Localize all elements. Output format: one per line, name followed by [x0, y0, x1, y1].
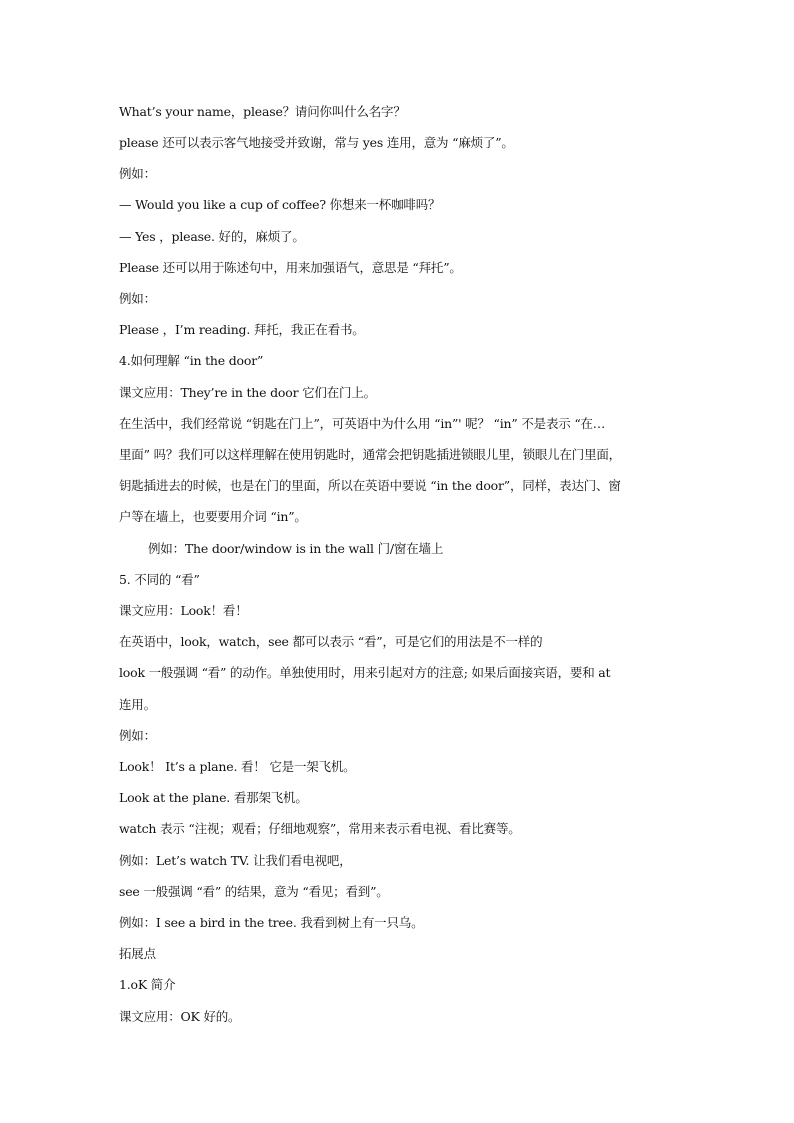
section-heading: 1.oK 简介 [119, 977, 176, 992]
text-line: — Would you like a cup of coffee? 你想来一杯咖啡吗？ [119, 197, 441, 212]
text-line: 钥匙插进去的时候，也是在门的里面，所以在英语中要说 “in the door”，同样，表达门、窗 [119, 478, 621, 493]
text-line: Please ，I’m reading. 拜托，我正在看书。 [119, 322, 365, 337]
text-line: 里面” 吗？我们可以这样理解在使用钥匙时，通常会把钥匙插进锁眼儿里，锁眼儿在门里面， [119, 447, 621, 462]
text-line: 连用。 [119, 697, 156, 712]
text-line: 例如： [119, 728, 156, 743]
text-line: 例如：I see a bird in the tree. 我看到树上有一只乌。 [119, 915, 424, 930]
section-heading: 4.如何理解 “in the door” [119, 353, 264, 368]
text-line: 课文应用：OK 好的。 [119, 1009, 241, 1024]
text-line: 课文应用：Look！看！ [119, 603, 248, 618]
section-heading: 5. 不同的 “看” [119, 572, 200, 587]
section-heading: 拓展点 [119, 946, 156, 961]
text-line: 例如： [119, 166, 156, 181]
text-line: Look at the plane. 看那架飞机。 [119, 790, 308, 805]
text-line: 户等在墙上，也要要用介词 “in”。 [119, 509, 307, 524]
text-line: look 一般强调 “看” 的动作。单独使用时，用来引起对方的注意; 如果后面接宾语，要和 at [119, 665, 611, 680]
text-line: 在英语中，look，watch，see 都可以表示 “看”，可是它们的用法是不一样的 [119, 634, 543, 649]
text-line: 例如：The door/window is in the wall 门/窗在墙上 [148, 541, 444, 556]
text-line: — Yes ，please. 好的，麻烦了。 [119, 229, 305, 244]
text-line: see 一般强调 “看” 的结果，意为 “看见；看到”。 [119, 884, 389, 899]
text-line: 课文应用：They’re in the door 它们在门上。 [119, 385, 376, 400]
text-line: please 还可以表示客气地接受并致谢，常与 yes 连用，意为 “麻烦了”。 [119, 135, 514, 150]
text-line: What’s your name，please？请问你叫什么名字？ [119, 104, 406, 119]
text-line: 例如：Let’s watch TV. 让我们看电视吧， [119, 853, 352, 868]
text-line: Please 还可以用于陈述句中，用来加强语气，意思是 “拜托”。 [119, 260, 462, 275]
text-line: Look！ It’s a plane. 看！ 它是一架飞机。 [119, 759, 356, 774]
text-line: 例如： [119, 291, 156, 306]
text-line: watch 表示 “注视；观看；仔细地观察”，常用来表示看电视、看比赛等。 [119, 821, 521, 836]
text-line: 在生活中，我们经常说 “钥匙在门上”，可英语中为什么用 “in”' 呢？ “in” 不是表示 “在… [119, 416, 606, 431]
